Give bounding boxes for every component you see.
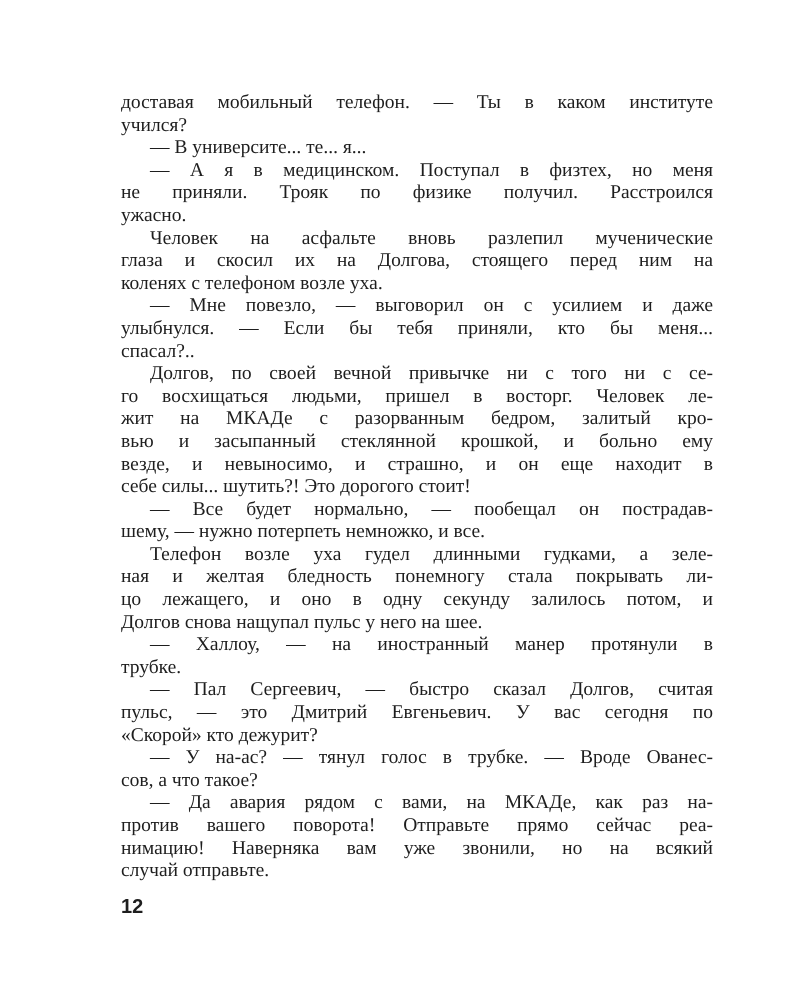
text-line: ная и желтая бледность понемногу стала покрывать ли- (121, 566, 713, 588)
text-line: Телефон возле уха гудел длинными гудками, а зеле- (150, 543, 713, 565)
text-line: везде, и невыносимо, и страшно, и он еще находит в (121, 453, 713, 475)
text-line: — Все будет нормально, — пообещал он пострадав- (150, 498, 713, 520)
text-line: — А я в медицинском. Поступал в физтех, но меня (150, 159, 713, 181)
text-line: — В университе... те... я... (150, 137, 367, 159)
text-line: глаза и скосил их на Долгова, стоящего перед ним на (121, 250, 713, 272)
text-line: жит на МКАДе с разорванным бедром, залитый кро- (121, 408, 713, 430)
text-line: коленях с телефоном возле уха. (121, 272, 383, 294)
text-line: ужасно. (121, 204, 187, 226)
text-line: Человек на асфальте вновь разлепил мученические (150, 227, 713, 249)
text-line: — Халлоу, — на иностранный манер протянули в (150, 634, 713, 656)
text-line: не приняли. Трояк по физике получил. Расстроился (121, 182, 713, 204)
text-line: улыбнулся. — Если бы тебя приняли, кто бы меня... (121, 317, 713, 339)
text-line: цо лежащего, и оно в одну секунду залилось потом, и (121, 589, 713, 611)
text-line: спасал?.. (121, 340, 195, 362)
text-line: — Мне повезло, — выговорил он с усилием и даже (150, 295, 713, 317)
text-line: — Да авария рядом с вами, на МКАДе, как раз на- (150, 792, 713, 814)
text-line: Долгов, по своей вечной привычке ни с того ни с се- (150, 363, 713, 385)
text-line: Долгов снова нащупал пульс у него на шее. (121, 611, 483, 633)
page-number: 12 (121, 896, 144, 918)
text-line: — Пал Сергеевич, — быстро сказал Долгов, считая (150, 679, 713, 701)
text-line: — У на-ас? — тянул голос в трубке. — Вроде Ованес- (150, 747, 713, 769)
text-line: случай отправьте. (121, 860, 270, 882)
text-line: шему, — нужно потерпеть немножко, и все. (121, 521, 486, 543)
text-line: трубке. (121, 656, 182, 678)
text-line: го восхищаться людьми, пришел в восторг. Человек ле- (121, 385, 713, 407)
text-line: нимацию! Наверняка вам уже звонили, но на всякий (121, 837, 713, 859)
text-line: вью и засыпанный стеклянной крошкой, и больно ему (121, 430, 713, 452)
text-line: доставая мобильный телефон. — Ты в каком институте (121, 92, 713, 113)
text-line: учился? (121, 114, 188, 136)
text-line: «Скорой» кто дежурит? (121, 724, 318, 746)
text-line: пульс, — это Дмитрий Евгеньевич. У вас сегодня по (121, 702, 713, 724)
text-line: против вашего поворота! Отправьте прямо сейчас реа- (121, 815, 713, 836)
text-line: сов, а что такое? (121, 769, 258, 791)
text-line: себе силы... шутить?! Это дорогого стоит! (121, 476, 471, 498)
body-text (121, 92, 713, 883)
